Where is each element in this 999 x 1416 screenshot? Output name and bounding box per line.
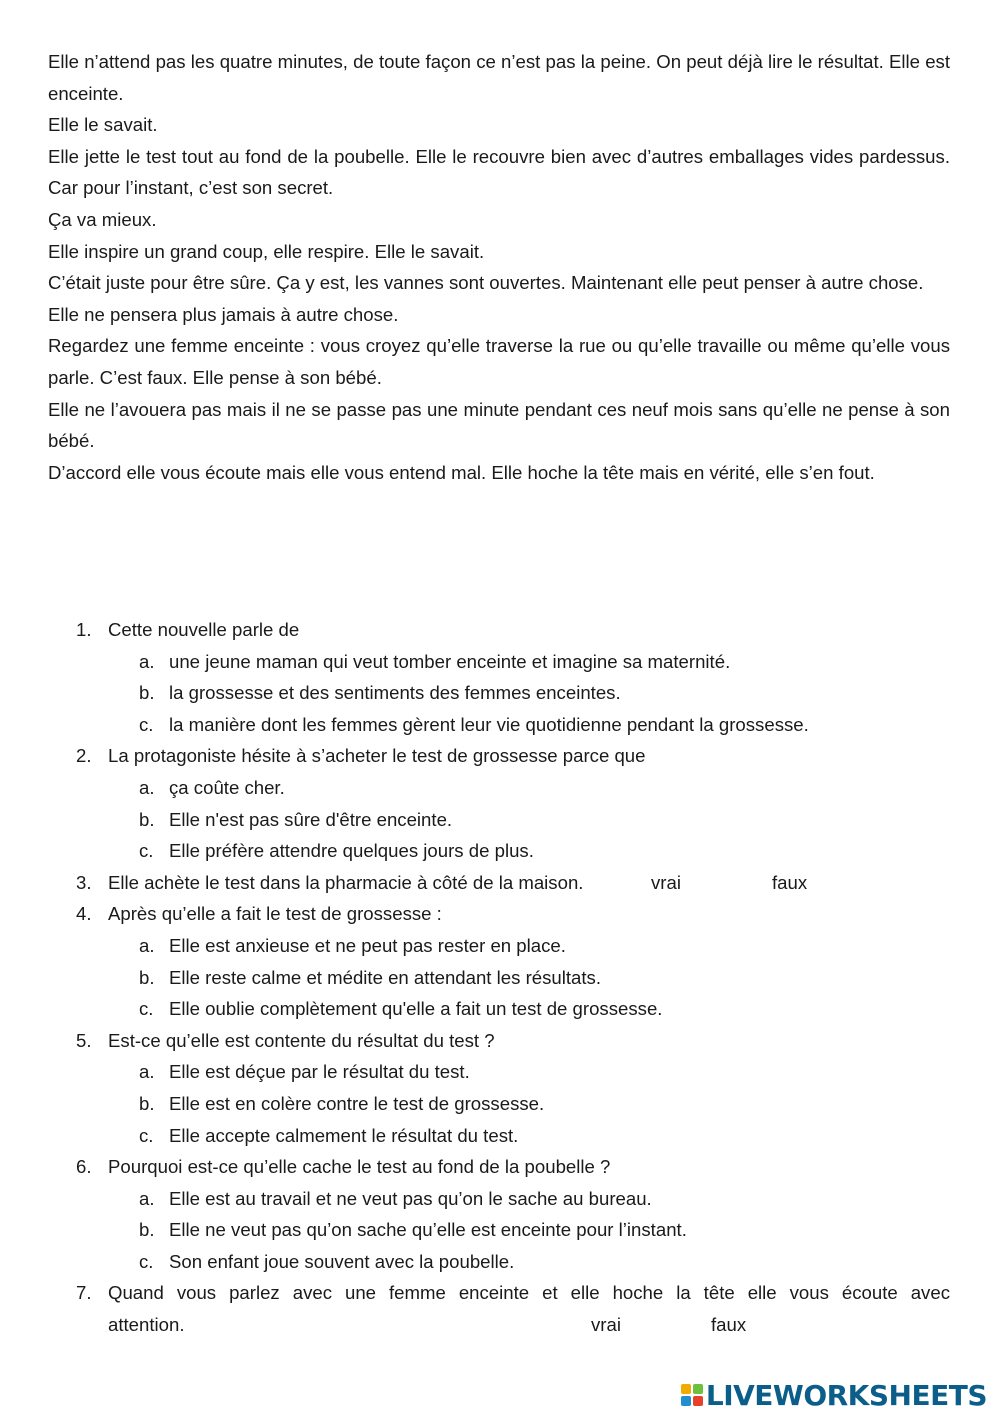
question-text: Pourquoi est-ce qu’elle cache le test au fond de la poubelle ?: [108, 1156, 611, 1178]
option-letter: b.: [139, 808, 155, 830]
passage-paragraph: Elle inspire un grand coup, elle respire. Elle le savait.: [48, 240, 485, 262]
quiz-questions: [48, 614, 950, 1341]
option-6b[interactable]: [48, 1214, 950, 1246]
option-letter: b.: [139, 966, 155, 988]
option-text: Elle oublie complètement qu'elle a fait un test de grossesse.: [169, 998, 663, 1020]
option-text: Elle est en colère contre le test de grossesse.: [169, 1092, 545, 1114]
option-5c[interactable]: [48, 1120, 950, 1152]
option-letter: a.: [139, 650, 155, 672]
option-text: Elle est déçue par le résultat du test.: [169, 1061, 470, 1083]
option-text: Elle est anxieuse et ne peut pas rester en place.: [169, 934, 566, 956]
question-6: [48, 1151, 950, 1183]
passage-paragraph: Elle ne pensera plus jamais à autre chose.: [48, 303, 399, 325]
logo-square: [693, 1396, 703, 1406]
option-letter: c.: [139, 998, 154, 1020]
passage-paragraph: Ça va mieux.: [48, 208, 157, 230]
option-text: Elle est au travail et ne veut pas qu’on le sache au bureau.: [169, 1187, 652, 1209]
option-letter: a.: [139, 1061, 155, 1083]
option-letter: a.: [139, 776, 155, 798]
question-number: 3.: [76, 871, 92, 893]
question-1: [48, 614, 950, 646]
option-4a[interactable]: [48, 930, 950, 962]
false-choice[interactable]: faux: [711, 1314, 747, 1336]
passage-paragraph: C’était juste pour être sûre. Ça y est, les vannes sont ouvertes. Maintenant elle peut penser à autre chose.: [48, 272, 924, 294]
option-letter: c.: [139, 1250, 154, 1272]
option-text: Son enfant joue souvent avec la poubelle.: [169, 1250, 515, 1272]
option-6a[interactable]: [48, 1183, 950, 1215]
question-number: 4.: [76, 903, 92, 925]
option-2b[interactable]: [48, 804, 950, 836]
passage-paragraph: D’accord elle vous écoute mais elle vous entend mal. Elle hoche la tête mais en vérité, elle s’en fout.: [48, 461, 875, 483]
true-choice[interactable]: vrai: [591, 1314, 621, 1336]
question-4: [48, 898, 950, 930]
option-text: Elle reste calme et médite en attendant les résultats.: [169, 966, 602, 988]
option-1b[interactable]: [48, 677, 950, 709]
passage-paragraph: Elle jette le test tout au fond de la poubelle. Elle le recouvre bien avec d’autres emballages vides pardessus. Car pour l’instant, c’est son secret.: [48, 145, 950, 199]
logo-square: [681, 1396, 691, 1406]
liveworksheets-logo-icon: [681, 1384, 703, 1406]
option-6c[interactable]: [48, 1246, 950, 1278]
question-text: Cette nouvelle parle de: [108, 619, 300, 640]
question-number: 7.: [76, 1282, 92, 1304]
option-text: Elle accepte calmement le résultat du test.: [169, 1124, 519, 1146]
option-letter: c.: [139, 713, 154, 735]
option-text: Elle n'est pas sûre d'être enceinte.: [169, 808, 453, 830]
option-text: la grossesse et des sentiments des femmes enceintes.: [169, 682, 621, 704]
option-5b[interactable]: [48, 1088, 950, 1120]
option-letter: b.: [139, 1092, 155, 1114]
option-letter: a.: [139, 934, 155, 956]
question-7-answer-line: [108, 1309, 950, 1341]
logo-square: [681, 1384, 691, 1394]
option-letter: c.: [139, 1124, 154, 1146]
passage-paragraph: Elle ne l’avouera pas mais il ne se passe pas une minute pendant ces neuf mois sans qu’elle ne pense à son bébé.: [48, 398, 950, 452]
passage-paragraph: Regardez une femme enceinte : vous croyez qu’elle traverse la rue ou qu’elle travaille ou même qu’elle vous parle. C’est faux. Elle pense à son bébé.: [48, 335, 950, 388]
logo-text: LIVEWORKSHEETS: [705, 1378, 987, 1412]
option-text: Elle préfère attendre quelques jours de plus.: [169, 840, 534, 862]
option-2c[interactable]: [48, 835, 950, 867]
option-text: une jeune maman qui veut tomber enceinte et imagine sa maternité.: [169, 650, 731, 672]
logo-square: [693, 1384, 703, 1394]
question-3: [48, 867, 950, 899]
question-text: Après qu’elle a fait le test de grossesse :: [108, 903, 442, 925]
option-text: Elle ne veut pas qu’on sache qu’elle est enceinte pour l’instant.: [169, 1219, 687, 1241]
option-4c[interactable]: [48, 993, 950, 1025]
option-1c[interactable]: [48, 709, 950, 741]
option-2a[interactable]: [48, 772, 950, 804]
question-number: 1.: [76, 619, 92, 640]
question-text: La protagoniste hésite à s’acheter le test de grossesse parce que: [108, 745, 646, 767]
option-letter: a.: [139, 1187, 155, 1209]
option-text: la manière dont les femmes gèrent leur vie quotidienne pendant la grossesse.: [169, 713, 809, 735]
question-number: 2.: [76, 745, 92, 767]
true-choice[interactable]: vrai: [651, 871, 681, 893]
question-7: [48, 1277, 950, 1340]
option-letter: b.: [139, 682, 155, 704]
question-text: Quand vous parlez avec une femme enceinte et elle hoche la tête elle vous écoute avec: [108, 1282, 950, 1304]
liveworksheets-logo: [681, 1378, 987, 1412]
question-number: 6.: [76, 1156, 92, 1178]
reading-passage: [48, 46, 950, 488]
passage-paragraph: Elle le savait.: [48, 114, 158, 136]
question-text: Elle achète le test dans la pharmacie à côté de la maison.: [108, 871, 584, 893]
option-letter: c.: [139, 840, 154, 862]
question-text-continued: attention.: [108, 1314, 185, 1336]
question-2: [48, 740, 950, 772]
question-number: 5.: [76, 1029, 92, 1051]
passage-paragraph: Elle n’attend pas les quatre minutes, de toute façon ce n’est pas la peine. On peut déjà lire le résultat. Elle est enceinte.: [48, 51, 950, 104]
false-choice[interactable]: faux: [772, 871, 808, 893]
question-5: [48, 1025, 950, 1057]
option-letter: b.: [139, 1219, 155, 1241]
option-1a[interactable]: [48, 646, 950, 678]
option-5a[interactable]: [48, 1056, 950, 1088]
option-text: ça coûte cher.: [169, 776, 285, 798]
question-text: Est-ce qu’elle est contente du résultat du test ?: [108, 1029, 495, 1051]
option-4b[interactable]: [48, 962, 950, 994]
